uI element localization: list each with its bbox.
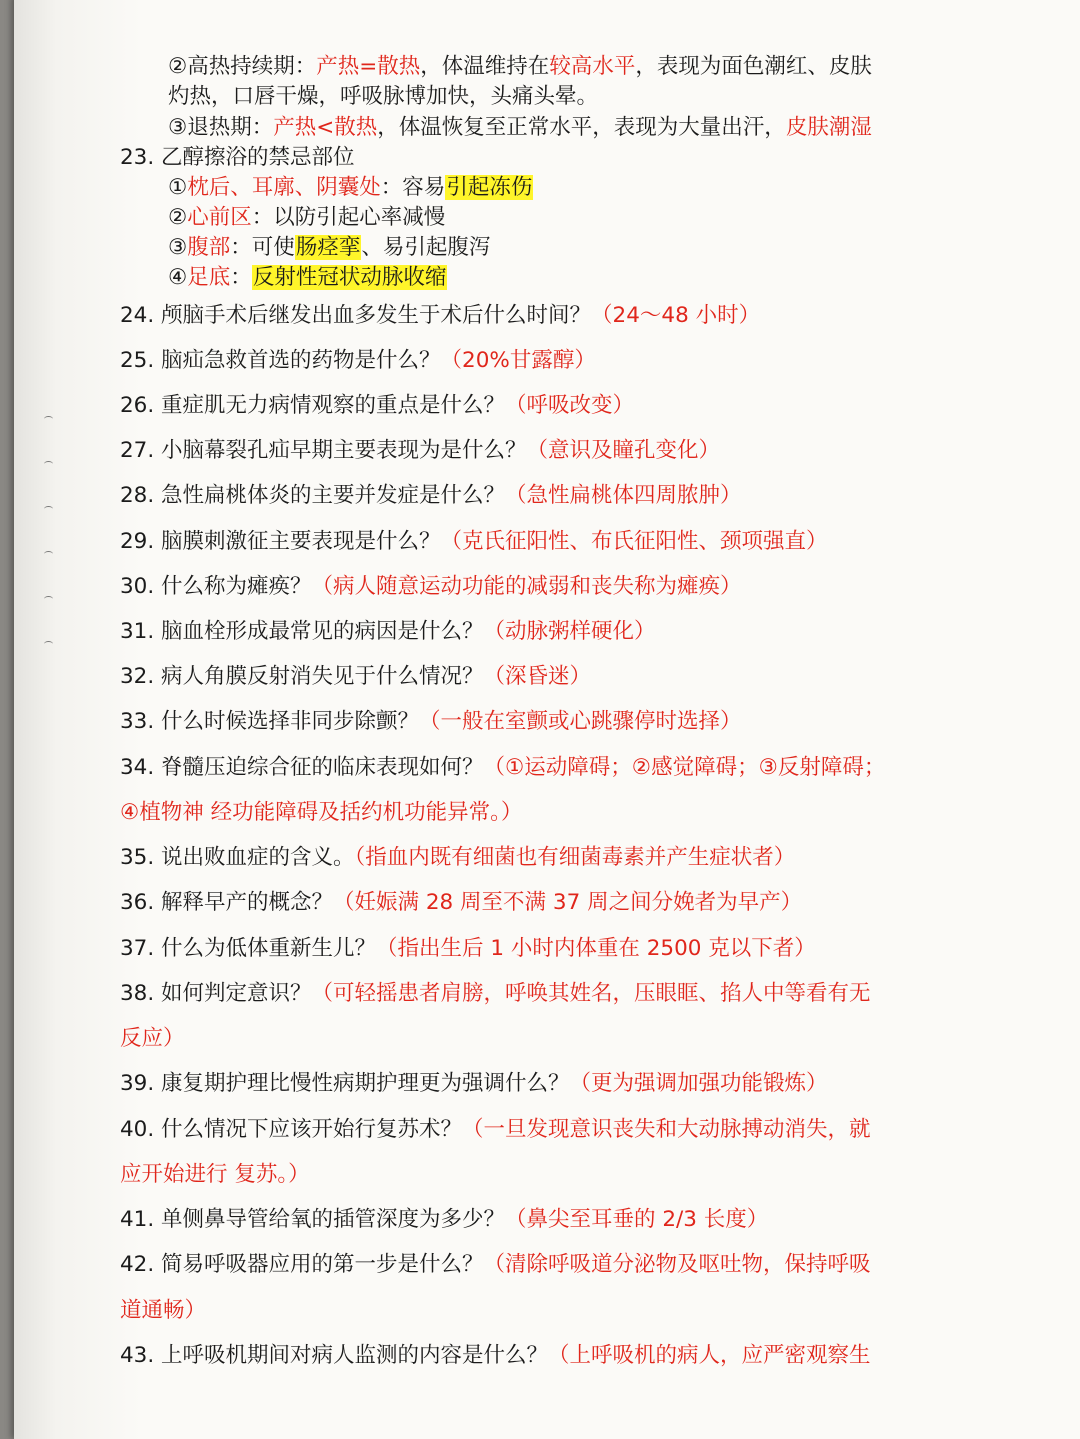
qa-item-42-cont — [120, 1296, 206, 1326]
q23-item-4 — [168, 263, 447, 293]
answer: （病人随意运动功能的减弱和丧失称为瘫痪） — [311, 574, 742, 599]
margin-mark — [44, 596, 53, 602]
stage-2-key-1: 产热=散热 — [316, 54, 421, 79]
answer: （鼻尖至耳垂的 2/3 长度） — [505, 1207, 769, 1232]
qa-item-42 — [120, 1250, 871, 1280]
q23-item-3-text: ：可使 — [230, 235, 295, 260]
question: 27. 小脑幕裂孔疝早期主要表现为是什么？ — [120, 438, 527, 463]
q23-title — [120, 143, 355, 173]
margin-mark — [44, 551, 53, 557]
q23-item-4-site: 足底 — [187, 265, 231, 290]
qa-item-34-cont — [120, 798, 522, 828]
question: 24. 颅脑手术后继发出血多发生于术后什么时间？ — [120, 303, 592, 328]
qa-item-25 — [120, 346, 596, 376]
question: 36. 解释早产的概念？ — [120, 890, 334, 915]
margin-mark — [44, 461, 53, 467]
margin-mark — [44, 641, 53, 647]
question: 37. 什么为低体重新生儿？ — [120, 936, 377, 961]
question: 29. 脑膜刺激征主要表现是什么？ — [120, 529, 441, 554]
stage-2-text: ，体温维持在 — [420, 54, 550, 79]
margin-mark — [44, 416, 53, 422]
answer: （动脉粥样硬化） — [483, 619, 656, 644]
question: 32. 病人角膜反射消失见于什么情况？ — [120, 664, 484, 689]
question: 26. 重症肌无力病情观察的重点是什么？ — [120, 393, 506, 418]
q23-item-1 — [168, 173, 533, 203]
answer: （深昏迷） — [483, 664, 592, 689]
answer: （呼吸改变） — [505, 393, 635, 418]
answer: （24～48 小时） — [591, 303, 761, 328]
q23-item-3 — [168, 233, 490, 263]
q23-item-3-highlight: 肠痉挛 — [295, 235, 361, 260]
qa-item-38 — [120, 979, 871, 1009]
stage-3-key-1: 产热<散热 — [273, 115, 378, 140]
q23-item-1-text: ：容易 — [380, 175, 446, 200]
stage-3-label: ③退热期： — [168, 115, 274, 140]
q23-item-1-site: 枕后、耳廓、阴囊处 — [187, 175, 381, 200]
q23-item-4-num: ④ — [168, 265, 188, 290]
answer: （克氏征阳性、布氏征阳性、颈项强直） — [440, 529, 828, 554]
answer: （20%甘露醇） — [440, 348, 596, 373]
q23-item-1-num: ① — [168, 175, 188, 200]
fever-stage-3-line — [168, 113, 872, 143]
q23-item-3-site: 腹部 — [187, 235, 231, 260]
answer: （上呼吸机的病人，应严密观察生 — [548, 1343, 871, 1368]
question: 42. 简易呼吸器应用的第一步是什么？ — [120, 1252, 484, 1277]
margin-mark — [44, 506, 53, 512]
qa-item-43 — [120, 1341, 871, 1371]
answer-continued: 应开始进行 复苏。） — [120, 1162, 310, 1187]
qa-item-27 — [120, 436, 720, 466]
stage-3-text: ，体温恢复至正常水平，表现为大量出汗， — [377, 115, 786, 140]
question: 33. 什么时候选择非同步除颤？ — [120, 709, 420, 734]
q23-item-2 — [168, 203, 445, 233]
qa-item-40 — [120, 1115, 871, 1145]
question: 38. 如何判定意识？ — [120, 981, 312, 1006]
qa-item-38-cont — [120, 1024, 185, 1054]
q23-title-text: 23. 乙醇擦浴的禁忌部位 — [120, 145, 355, 170]
qa-item-31 — [120, 617, 656, 647]
answer: （清除呼吸道分泌物及呕吐物，保持呼吸 — [483, 1252, 871, 1277]
q23-item-2-text: ：以防引起心率减慢 — [251, 205, 446, 230]
qa-item-35 — [120, 843, 795, 873]
qa-item-40-cont — [120, 1160, 310, 1190]
question: 34. 脊髓压迫综合征的临床表现如何？ — [120, 755, 484, 780]
stage-2-label: ②高热持续期： — [168, 54, 317, 79]
question: 30. 什么称为瘫痪？ — [120, 574, 312, 599]
question: 43. 上呼吸机期间对病人监测的内容是什么？ — [120, 1343, 549, 1368]
qa-item-30 — [120, 572, 742, 602]
answer: （更为强调加强功能锻炼） — [569, 1071, 828, 1096]
question: 31. 脑血栓形成最常见的病因是什么？ — [120, 619, 484, 644]
qa-item-34 — [120, 753, 885, 783]
answer: （指血内既有细菌也有细菌毒素并产生症状者） — [354, 845, 796, 870]
stage-3-key-2: 皮肤潮湿 — [785, 115, 872, 140]
qa-item-33 — [120, 707, 742, 737]
answer-continued: ④植物神 经功能障碍及括约机功能异常。） — [120, 800, 523, 825]
qa-item-36 — [120, 888, 802, 918]
stage-2-text-rest: ，表现为面色潮红、皮肤 — [635, 54, 872, 79]
qa-item-37 — [120, 934, 816, 964]
q23-item-3-text-2: 、易引起腹泻 — [361, 235, 491, 260]
qa-item-32 — [120, 662, 591, 692]
qa-item-28 — [120, 481, 742, 511]
q23-item-4-text: ： — [230, 265, 252, 290]
question: 41. 单侧鼻导管给氧的插管深度为多少？ — [120, 1207, 506, 1232]
fever-stage-2-line-1 — [168, 52, 872, 82]
stage-2-key-2: 较高水平 — [549, 54, 636, 79]
answer: （急性扁桃体四周脓肿） — [505, 483, 742, 508]
answer: （可轻摇患者肩膀，呼唤其姓名，压眼眶、掐人中等看有无 — [311, 981, 871, 1006]
qa-item-26 — [120, 391, 634, 421]
answer: （一旦发现意识丧失和大动脉搏动消失，就 — [462, 1117, 871, 1142]
stage-2-text-line-2: 灼热，口唇干燥，呼吸脉博加快，头痛头晕。 — [168, 84, 599, 109]
qa-item-29 — [120, 527, 828, 557]
question: 28. 急性扁桃体炎的主要并发症是什么？ — [120, 483, 506, 508]
fever-stage-2-line-2 — [168, 82, 598, 112]
q23-item-1-highlight: 引起冻伤 — [446, 175, 533, 200]
qa-item-24 — [120, 301, 760, 331]
qa-item-41 — [120, 1205, 768, 1235]
q23-item-3-num: ③ — [168, 235, 188, 260]
question: 40. 什么情况下应该开始行复苏术？ — [120, 1117, 463, 1142]
question: 39. 康复期护理比慢性病期护理更为强调什么？ — [120, 1071, 570, 1096]
question: 35. 说出败血症的含义。 — [120, 845, 355, 870]
margin-marks — [32, 416, 62, 656]
question: 25. 脑疝急救首选的药物是什么？ — [120, 348, 441, 373]
answer: （指出生后 1 小时内体重在 2500 克以下者） — [376, 936, 816, 961]
q23-item-2-site: 心前区 — [187, 205, 252, 230]
answer-continued: 反应） — [120, 1026, 185, 1051]
q23-item-4-highlight: 反射性冠状动脉收缩 — [252, 265, 447, 290]
answer: （妊娠满 28 周至不满 37 周之间分娩者为早产） — [333, 890, 803, 915]
answer-continued: 道通畅） — [120, 1298, 207, 1323]
answer: （一般在室颤或心跳骤停时选择） — [419, 709, 742, 734]
answer: （①运动障碍；②感觉障碍；③反射障碍； — [483, 755, 886, 780]
answer: （意识及瞳孔变化） — [526, 438, 721, 463]
q23-item-2-num: ② — [168, 205, 188, 230]
qa-item-39 — [120, 1069, 828, 1099]
